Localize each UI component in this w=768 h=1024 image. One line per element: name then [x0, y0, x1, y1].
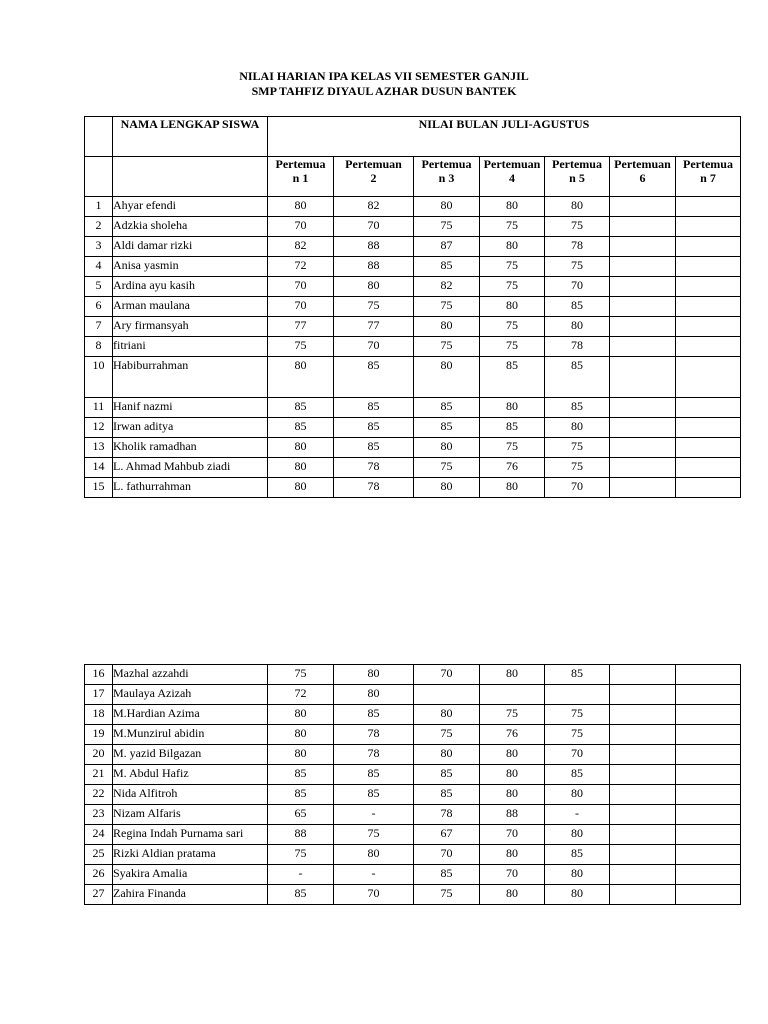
student-name: Kholik ramadhan	[113, 438, 268, 458]
student-number: 22	[85, 785, 113, 805]
score-meeting-1: 80	[268, 725, 334, 745]
score-meeting-7	[676, 745, 741, 765]
student-number: 4	[85, 257, 113, 277]
student-number: 12	[85, 418, 113, 438]
score-meeting-5: 80	[545, 317, 610, 337]
table-row	[85, 685, 741, 705]
table-row	[85, 418, 741, 438]
score-meeting-3: 82	[414, 277, 480, 297]
header-meeting-label-b: 2	[370, 171, 377, 185]
score-meeting-7	[676, 197, 741, 217]
score-meeting-7	[676, 865, 741, 885]
score-meeting-5: 75	[545, 725, 610, 745]
score-meeting-6	[610, 765, 676, 785]
score-meeting-2: 80	[334, 665, 414, 685]
score-meeting-7	[676, 438, 741, 458]
student-name: M.Hardian Azima	[113, 705, 268, 725]
table-row	[85, 865, 741, 885]
score-meeting-6	[610, 885, 676, 905]
score-meeting-1: 80	[268, 438, 334, 458]
student-number: 11	[85, 398, 113, 418]
score-meeting-7	[676, 317, 741, 337]
score-meeting-4: 80	[480, 478, 545, 498]
score-meeting-7	[676, 257, 741, 277]
header-meeting-label-a: Pertemua	[552, 157, 602, 171]
student-name: Nizam Alfaris	[113, 805, 268, 825]
score-meeting-4: 70	[480, 865, 545, 885]
student-number: 14	[85, 458, 113, 478]
score-meeting-7	[676, 418, 741, 438]
student-name: Ary firmansyah	[113, 317, 268, 337]
score-meeting-2: 80	[334, 685, 414, 705]
score-meeting-4: 80	[480, 197, 545, 217]
score-meeting-2: 75	[334, 297, 414, 317]
student-number: 24	[85, 825, 113, 845]
score-meeting-7	[676, 705, 741, 725]
score-meeting-1: 72	[268, 257, 334, 277]
score-meeting-4: 80	[480, 885, 545, 905]
score-meeting-1: 70	[268, 297, 334, 317]
student-name: Maulaya Azizah	[113, 685, 268, 705]
score-meeting-4: 80	[480, 845, 545, 865]
score-meeting-6	[610, 865, 676, 885]
table-row	[85, 805, 741, 825]
score-meeting-3: 85	[414, 765, 480, 785]
header-student-name: NAMA LENGKAP SISWA	[113, 117, 268, 157]
table-row	[85, 357, 741, 398]
score-meeting-5: 80	[545, 418, 610, 438]
score-meeting-4: 75	[480, 277, 545, 297]
student-number: 21	[85, 765, 113, 785]
score-meeting-3: 80	[414, 317, 480, 337]
score-meeting-7	[676, 725, 741, 745]
score-meeting-1: 85	[268, 885, 334, 905]
student-number: 26	[85, 865, 113, 885]
score-meeting-4: 80	[480, 745, 545, 765]
table-row	[85, 317, 741, 337]
table-row	[85, 277, 741, 297]
score-meeting-6	[610, 257, 676, 277]
score-meeting-2: 85	[334, 418, 414, 438]
score-meeting-1: 70	[268, 277, 334, 297]
score-meeting-4: 75	[480, 317, 545, 337]
table-row	[85, 845, 741, 865]
table-row	[85, 765, 741, 785]
score-meeting-3: 80	[414, 197, 480, 217]
score-meeting-2: -	[334, 865, 414, 885]
header-meeting-7	[676, 157, 741, 197]
score-meeting-1: 65	[268, 805, 334, 825]
score-meeting-4: 75	[480, 438, 545, 458]
score-meeting-1: 80	[268, 745, 334, 765]
score-meeting-6	[610, 418, 676, 438]
score-meeting-5: 75	[545, 257, 610, 277]
score-meeting-3: 67	[414, 825, 480, 845]
score-meeting-4: 85	[480, 418, 545, 438]
score-meeting-6	[610, 705, 676, 725]
score-meeting-1: 75	[268, 665, 334, 685]
student-name: Ardina ayu kasih	[113, 277, 268, 297]
score-meeting-7	[676, 458, 741, 478]
document-title: NILAI HARIAN IPA KELAS VII SEMESTER GANJIL	[239, 69, 529, 83]
student-name: Mazhal azzahdi	[113, 665, 268, 685]
score-meeting-7	[676, 805, 741, 825]
score-meeting-4: 75	[480, 217, 545, 237]
score-meeting-4: 75	[480, 257, 545, 277]
student-number: 2	[85, 217, 113, 237]
student-name: Nida Alfitroh	[113, 785, 268, 805]
score-meeting-1: -	[268, 865, 334, 885]
table-row	[85, 237, 741, 257]
student-number: 6	[85, 297, 113, 317]
score-meeting-5: 75	[545, 438, 610, 458]
score-meeting-2: 85	[334, 785, 414, 805]
table-row	[85, 478, 741, 498]
score-meeting-5: 80	[545, 785, 610, 805]
header-meeting-label-b: n 3	[438, 171, 455, 185]
score-meeting-5: 78	[545, 237, 610, 257]
score-meeting-4: 76	[480, 725, 545, 745]
student-number: 13	[85, 438, 113, 458]
header-no-cell	[85, 157, 113, 197]
table-row	[85, 337, 741, 357]
score-meeting-3: 75	[414, 297, 480, 317]
student-name: L. Ahmad Mahbub ziadi	[113, 458, 268, 478]
header-name-cell	[113, 157, 268, 197]
header-meeting-label-b: n 1	[292, 171, 309, 185]
student-name: Aldi damar rizki	[113, 237, 268, 257]
score-meeting-2: 78	[334, 725, 414, 745]
score-meeting-6	[610, 357, 676, 398]
score-meeting-1: 77	[268, 317, 334, 337]
score-meeting-3: 75	[414, 458, 480, 478]
student-number: 18	[85, 705, 113, 725]
student-number: 5	[85, 277, 113, 297]
score-meeting-2: 85	[334, 357, 414, 398]
score-meeting-5: 78	[545, 337, 610, 357]
header-meeting-label-b: n 7	[700, 171, 716, 185]
score-meeting-2: 77	[334, 317, 414, 337]
table-row	[85, 745, 741, 765]
score-meeting-6	[610, 845, 676, 865]
table-row	[85, 257, 741, 277]
score-meeting-3: 87	[414, 237, 480, 257]
score-meeting-4: 70	[480, 825, 545, 845]
header-meeting-label-b: n 5	[569, 171, 585, 185]
score-meeting-6	[610, 725, 676, 745]
score-meeting-3: 70	[414, 845, 480, 865]
score-meeting-1: 85	[268, 418, 334, 438]
score-meeting-4: 88	[480, 805, 545, 825]
score-meeting-7	[676, 357, 741, 398]
score-meeting-2: 75	[334, 825, 414, 845]
score-meeting-4: 80	[480, 297, 545, 317]
score-meeting-2: 88	[334, 237, 414, 257]
student-number: 10	[85, 357, 113, 398]
score-meeting-7	[676, 217, 741, 237]
score-meeting-5: 85	[545, 357, 610, 398]
score-meeting-5: 85	[545, 398, 610, 418]
score-meeting-5: 80	[545, 885, 610, 905]
score-meeting-6	[610, 745, 676, 765]
table-row	[85, 438, 741, 458]
score-meeting-6	[610, 825, 676, 845]
score-meeting-6	[610, 317, 676, 337]
score-meeting-1: 80	[268, 478, 334, 498]
score-meeting-3: 85	[414, 785, 480, 805]
score-meeting-3	[414, 685, 480, 705]
score-meeting-4: 76	[480, 458, 545, 478]
score-meeting-3: 80	[414, 478, 480, 498]
score-meeting-3: 75	[414, 725, 480, 745]
student-number: 7	[85, 317, 113, 337]
score-meeting-3: 78	[414, 805, 480, 825]
score-meeting-7	[676, 297, 741, 317]
student-number: 1	[85, 197, 113, 217]
score-meeting-6	[610, 665, 676, 685]
header-no-cell	[85, 117, 113, 157]
student-name: M. Abdul Hafiz	[113, 765, 268, 785]
student-number: 25	[85, 845, 113, 865]
score-meeting-2: 88	[334, 257, 414, 277]
student-name: M. yazid Bilgazan	[113, 745, 268, 765]
score-meeting-2: 85	[334, 765, 414, 785]
score-meeting-4: 85	[480, 357, 545, 398]
student-name: L. fathurrahman	[113, 478, 268, 498]
score-meeting-5: 80	[545, 825, 610, 845]
header-meeting-4	[480, 157, 545, 197]
score-meeting-5: 70	[545, 745, 610, 765]
table-row	[85, 665, 741, 685]
score-meeting-2: 85	[334, 398, 414, 418]
score-meeting-7	[676, 398, 741, 418]
score-meeting-6	[610, 685, 676, 705]
score-meeting-5: 80	[545, 197, 610, 217]
score-meeting-5: 75	[545, 705, 610, 725]
school-name: SMP TAHFIZ DIYAUL AZHAR DUSUN BANTEK	[251, 84, 517, 98]
header-meeting-label-a: Pertemuan	[614, 157, 671, 171]
student-name: Hanif nazmi	[113, 398, 268, 418]
student-number: 16	[85, 665, 113, 685]
header-meeting-2	[334, 157, 414, 197]
score-meeting-1: 80	[268, 357, 334, 398]
score-meeting-4: 80	[480, 398, 545, 418]
score-meeting-6	[610, 237, 676, 257]
table-row	[85, 785, 741, 805]
score-meeting-4	[480, 685, 545, 705]
score-meeting-2: 85	[334, 438, 414, 458]
score-meeting-3: 80	[414, 745, 480, 765]
score-meeting-6	[610, 197, 676, 217]
table-row	[85, 458, 741, 478]
student-name: Arman maulana	[113, 297, 268, 317]
student-number: 15	[85, 478, 113, 498]
score-meeting-7	[676, 277, 741, 297]
header-meeting-5	[545, 157, 610, 197]
score-meeting-7	[676, 337, 741, 357]
score-meeting-2: 82	[334, 197, 414, 217]
score-meeting-5: 85	[545, 765, 610, 785]
header-month-group: NILAI BULAN JULI-AGUSTUS	[268, 117, 741, 157]
student-number: 20	[85, 745, 113, 765]
score-meeting-6	[610, 805, 676, 825]
student-name: Regina Indah Purnama sari	[113, 825, 268, 845]
student-number: 3	[85, 237, 113, 257]
score-meeting-4: 80	[480, 785, 545, 805]
score-meeting-3: 85	[414, 257, 480, 277]
table-row	[85, 885, 741, 905]
score-meeting-4: 80	[480, 765, 545, 785]
score-meeting-6	[610, 398, 676, 418]
score-meeting-1: 82	[268, 237, 334, 257]
header-meeting-label-a: Pertemua	[683, 157, 733, 171]
score-meeting-2: 78	[334, 745, 414, 765]
grades-table-top	[84, 116, 741, 498]
student-name: M.Munzirul abidin	[113, 725, 268, 745]
student-number: 19	[85, 725, 113, 745]
student-number: 23	[85, 805, 113, 825]
score-meeting-7	[676, 478, 741, 498]
score-meeting-7	[676, 765, 741, 785]
score-meeting-5: 85	[545, 665, 610, 685]
score-meeting-1: 70	[268, 217, 334, 237]
grades-table-bottom	[84, 664, 741, 905]
score-meeting-4: 75	[480, 705, 545, 725]
score-meeting-6	[610, 458, 676, 478]
header-meeting-6	[610, 157, 676, 197]
score-meeting-5: 75	[545, 217, 610, 237]
score-meeting-2: 78	[334, 478, 414, 498]
score-meeting-3: 80	[414, 357, 480, 398]
score-meeting-7	[676, 785, 741, 805]
score-meeting-5	[545, 685, 610, 705]
score-meeting-5: 85	[545, 297, 610, 317]
score-meeting-4: 80	[480, 237, 545, 257]
table-row	[85, 825, 741, 845]
score-meeting-7	[676, 845, 741, 865]
score-meeting-6	[610, 438, 676, 458]
table-row	[85, 398, 741, 418]
student-name: Zahira Finanda	[113, 885, 268, 905]
table-row	[85, 705, 741, 725]
student-name: Irwan aditya	[113, 418, 268, 438]
score-meeting-7	[676, 685, 741, 705]
score-meeting-2: 80	[334, 277, 414, 297]
score-meeting-2: 70	[334, 885, 414, 905]
score-meeting-6	[610, 785, 676, 805]
header-meeting-label-b: 4	[509, 171, 515, 185]
score-meeting-2: 85	[334, 705, 414, 725]
score-meeting-3: 70	[414, 665, 480, 685]
score-meeting-1: 75	[268, 337, 334, 357]
score-meeting-7	[676, 665, 741, 685]
table-row	[85, 197, 741, 217]
score-meeting-3: 85	[414, 418, 480, 438]
score-meeting-1: 85	[268, 398, 334, 418]
score-meeting-3: 85	[414, 865, 480, 885]
score-meeting-2: 80	[334, 845, 414, 865]
student-name: Ahyar efendi	[113, 197, 268, 217]
score-meeting-1: 85	[268, 785, 334, 805]
score-meeting-3: 80	[414, 705, 480, 725]
table-row	[85, 297, 741, 317]
score-meeting-6	[610, 337, 676, 357]
student-number: 27	[85, 885, 113, 905]
score-meeting-3: 80	[414, 438, 480, 458]
score-meeting-5: -	[545, 805, 610, 825]
score-meeting-2: 70	[334, 217, 414, 237]
header-meeting-1	[268, 157, 334, 197]
score-meeting-7	[676, 885, 741, 905]
score-meeting-3: 75	[414, 217, 480, 237]
student-number: 8	[85, 337, 113, 357]
score-meeting-4: 80	[480, 665, 545, 685]
score-meeting-2: 78	[334, 458, 414, 478]
score-meeting-6	[610, 478, 676, 498]
table-row	[85, 217, 741, 237]
score-meeting-3: 75	[414, 885, 480, 905]
score-meeting-3: 75	[414, 337, 480, 357]
score-meeting-6	[610, 217, 676, 237]
student-name: Habiburrahman	[113, 357, 268, 398]
score-meeting-6	[610, 297, 676, 317]
score-meeting-5: 70	[545, 277, 610, 297]
student-name: Syakira Amalia	[113, 865, 268, 885]
header-meeting-label-a: Pertemua	[275, 157, 326, 171]
score-meeting-1: 80	[268, 197, 334, 217]
score-meeting-1: 72	[268, 685, 334, 705]
header-row-group	[85, 117, 741, 157]
table-row	[85, 725, 741, 745]
score-meeting-1: 75	[268, 845, 334, 865]
score-meeting-1: 80	[268, 458, 334, 478]
score-meeting-1: 85	[268, 765, 334, 785]
header-meeting-3	[414, 157, 480, 197]
student-name: Adzkia sholeha	[113, 217, 268, 237]
score-meeting-3: 85	[414, 398, 480, 418]
header-meeting-label-a: Pertemuan	[483, 157, 541, 171]
score-meeting-6	[610, 277, 676, 297]
student-name: Anisa yasmin	[113, 257, 268, 277]
header-meeting-label-a: Pertemuan	[345, 157, 402, 171]
score-meeting-2: 70	[334, 337, 414, 357]
score-meeting-1: 88	[268, 825, 334, 845]
score-meeting-2: -	[334, 805, 414, 825]
student-name: fitriani	[113, 337, 268, 357]
score-meeting-5: 85	[545, 845, 610, 865]
score-meeting-5: 80	[545, 865, 610, 885]
score-meeting-7	[676, 825, 741, 845]
score-meeting-5: 70	[545, 478, 610, 498]
student-number: 17	[85, 685, 113, 705]
score-meeting-1: 80	[268, 705, 334, 725]
student-name: Rizki Aldian pratama	[113, 845, 268, 865]
header-row-meetings	[85, 157, 741, 197]
score-meeting-7	[676, 237, 741, 257]
score-meeting-5: 75	[545, 458, 610, 478]
score-meeting-4: 75	[480, 337, 545, 357]
header-meeting-label-a: Pertemua	[421, 157, 472, 171]
header-meeting-label-b: 6	[639, 171, 646, 185]
